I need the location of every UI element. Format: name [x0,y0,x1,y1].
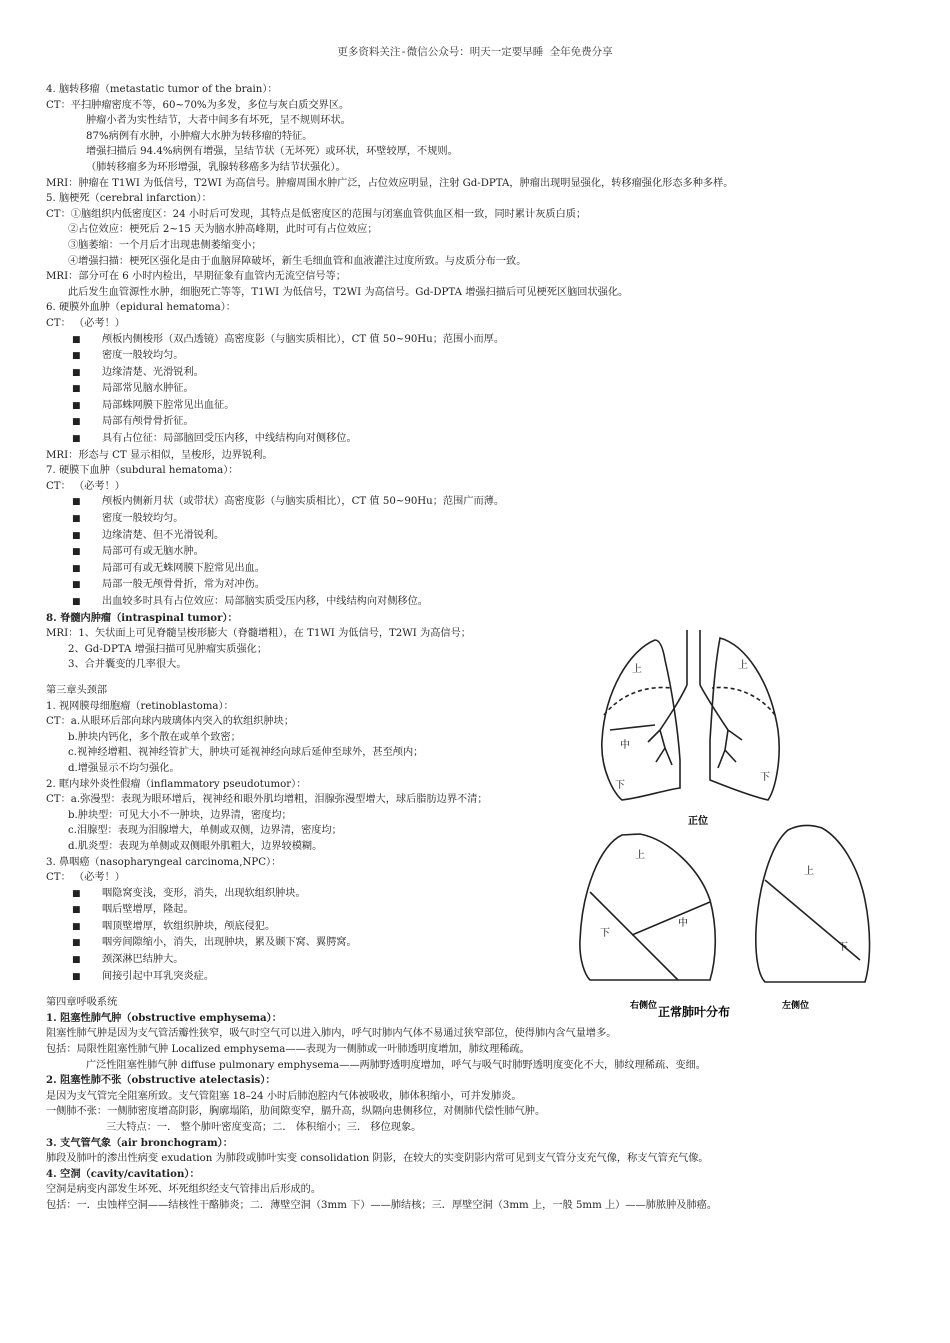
left-lateral-lung-outline [756,826,870,982]
text-line: MRI：形态与 CT 显示相似，呈梭形，边界锐利。 [46,449,273,461]
bullet-item [46,365,916,382]
text-line: 三大特点：一． 整个肺叶密度变高；二． 体积缩小；三． 移位现象。 [106,1122,422,1133]
right-lateral-label-lower: 下 [600,928,610,939]
bullet-text: 局部有颅骨骨折征。 [102,416,194,428]
bullet-item [46,561,916,578]
bullet-item [46,577,916,594]
text-line: 4. 脑转移瘤（metastatic tumor of the brain）： [46,84,278,95]
frontal-label-middle: 中 [620,740,630,751]
text-line: 3、合并囊变的几率很大。 [68,659,187,671]
text-line: MRI：肿瘤在 T1WI 为低信号，T2WI 为高信号。肿瘤周围水肿广泛，占位效应明显，注射 Gd-DPTA，肿瘤出现明显强化，转移瘤强化形态多种多样。 [46,177,734,189]
text-line: 4. 空洞（cavity/cavitation）： [46,1167,200,1180]
bullet-text: 咽顶壁增厚，软组织肿块，颅底侵犯。 [102,920,276,932]
text-line: CT：平扫肿瘤密度不等，60~70%为多发，多位与灰白质交界区。 [46,99,350,111]
text-line: ②占位效应：梗死后 2~15 天为脑水肿高峰期，此时可有占位效应； [68,224,378,236]
text-line: 2、Gd-DPTA 增强扫描可见肿瘤实质强化； [68,643,268,655]
text-line: 肿瘤小者为实性结节，大者中间多有坏死，呈不规则环状。 [86,115,351,127]
page-header: 更多资料关注-微信公众号：明天一定要早睡 全年免费分享 [337,46,613,58]
text-line: MRI：1、矢状面上可见脊髓呈梭形膨大（脊髓增粗），在 T1WI 为低信号，T2WI 为高信号； [46,628,471,640]
bullet-text: 边缘清楚、光滑锐利。 [102,366,204,378]
frontal-view-label: 正位 [688,816,708,827]
bullet-item [46,594,916,611]
lung-lobe-diagram [560,630,910,1025]
lung-lobe-figure [560,630,910,1025]
bullet-text: 咽隐窝变浅，变形，消失，出现软组织肿块。 [102,887,306,899]
bullet-icon: ■ [72,547,81,558]
bullet-text: 咽后壁增厚，隆起。 [102,904,194,916]
bullet-text: 间接引起中耳乳突炎症。 [102,970,215,982]
text-line: 第三章头颈部 [46,684,108,696]
bullet-icon: ■ [72,597,81,607]
text-line: 3. 鼻咽癌（nasopharyngeal carcinoma,NPC）： [46,856,282,868]
text-line: 5. 脑梗死（cerebral infarction）： [46,193,212,205]
bullet-item [46,511,916,528]
bullet-item [46,886,602,903]
bullet-icon: ■ [72,921,81,932]
bullet-icon: ■ [72,367,81,378]
text-line: 此后发生血管源性水肿，细胞死亡等等，T1WI 为低信号，T2WI 为高信号。Gd-DPTA 增强扫描后可见梗死区脑回状强化。 [68,286,629,298]
bullet-text: 颅板内侧梭形（双凸透镜）高密度影（与脑实质相比），CT 值 50~90Hu；范围小而厚。 [102,333,505,345]
bullet-item [46,544,916,561]
text-line: CT：①脑组织内低密度区：24 小时后可发现，其特点是低密度区的范围与闭塞血管供血区相一致，同时累计灰质白质； [46,208,587,220]
text-line: （肺转移瘤多为环形增强，乳腺转移癌多为结节状强化）。 [86,161,346,173]
text-line: 阻塞性肺气肿是因为支气管活瓣性狭窄，吸气时空气可以进入肺内，呼气时肺内气体不易通过狭窄部位，使得肺内含气量增多。 [46,1028,617,1040]
bullet-text: 局部可有或无脑水肿。 [102,546,204,558]
bullet-item [46,494,916,511]
text-line: 2. 眶内球外炎性假瘤（inflammatory pseudotumor）： [46,778,307,790]
text-line: 87%病例有水肿，小肿瘤大水肿为转移瘤的特征。 [86,130,313,142]
text-line: 包括：一．虫蚀样空洞——结核性干酪肺炎；二．薄壁空洞（3mm 下）——肺结核；三．厚壁空洞（3mm 上，一般 5mm 上）——肺脓肿及肺癌。 [46,1199,718,1211]
spacer [46,985,576,995]
text-line: 第四章呼吸系统 [46,997,118,1009]
bullet-item [46,935,602,952]
left-lateral-label-lower: 下 [838,942,848,953]
bullet-icon: ■ [72,384,81,395]
text-line: CT：a.从眼环后部向球内玻璃体内突入的软组织肿块； [46,716,295,728]
bullet-icon: ■ [72,434,81,445]
bullet-item [46,332,916,349]
bullet-item [46,381,916,398]
right-lateral-label-upper: 上 [635,850,645,861]
frontal-right-fissure [604,687,672,715]
bullet-item [46,431,916,448]
frontal-left-fissure [712,687,775,715]
right-lateral-label-middle: 中 [678,918,688,929]
bullet-item [46,528,916,545]
text-line: 是因为支气管完全阻塞所致。支气管阻塞 18–24 小时后肺泡腔内气体被吸收，肺体积缩小，可并发肺炎。 [46,1090,522,1102]
bullet-icon: ■ [72,971,81,982]
bullet-icon: ■ [72,955,81,966]
bullet-icon: ■ [72,888,81,899]
text-line: CT： （必考！） [46,317,125,329]
bullet-icon: ■ [72,938,81,949]
figure-title: 正常肺叶分布 [658,1005,731,1019]
bullet-item [46,348,916,365]
text-line: c.视神经增粗、视神经管扩大，肿块可延视神经向球后延伸至球外，甚至颅内； [68,747,424,759]
text-line: CT： （必考！） [46,872,125,884]
text-line: d.肌炎型：表现为单侧或双侧眼外肌粗大，边界较模糊。 [68,840,323,852]
bullet-icon: ■ [72,514,81,525]
bullet-text: 边缘清楚、但不光滑锐利。 [102,529,225,541]
text-line: b.肿块型：可见大小不一肿块，边界清，密度均； [68,809,292,821]
bullet-icon: ■ [72,400,81,411]
bullet-text: 具有占位征：局部脑回受压内移，中线结构向对侧移位。 [102,433,357,445]
bullet-icon: ■ [72,563,81,574]
bullet-text: 出血较多时具有占位效应：局部脑实质受压内移，中线结构向对侧移位。 [102,596,428,607]
text-line: 广泛性阻塞性肺气肿 diffuse pulmonary emphysema——两肺野透明度增加，呼气与吸气时肺野透明度变化不大，肺纹理稀疏、变细。 [86,1059,706,1071]
text-line: 空洞是病变内部发生坏死、坏死组织经支气管排出后形成的。 [46,1184,322,1196]
text-line: 一侧肺不张：一侧肺密度增高阴影，胸廓塌陷，肋间隙变窄，膈升高，纵隔向患侧移位，对侧肺代偿性肺气肿。 [46,1106,546,1118]
bullet-icon: ■ [72,905,81,916]
frontal-horizontal-fissure [610,725,655,730]
text-line: 7. 硬膜下血肿（subdural hematoma）： [46,465,239,477]
text-line: 1. 阻塞性肺气肿（obstructive emphysema）： [46,1011,282,1024]
text-line: 8. 脊髓内肿瘤（intraspinal tumor）： [46,611,238,624]
bullet-icon: ■ [72,580,81,591]
bronchial-tree [648,685,742,768]
trachea-outline [687,630,700,685]
text-line: 3. 支气管气象（air bronchogram）： [46,1136,233,1149]
text-line: 肺段及肺叶的渗出性病变 exudation 为肺段或肺叶实变 consolidation 阴影，在较大的实变阴影内常可见到支气管分支充气像，称支气管充气像。 [46,1153,709,1165]
bullet-item [46,398,916,415]
bullet-item [46,902,602,919]
bullet-text: 密度一般较均匀。 [102,513,184,525]
text-line: CT： （必考！） [46,480,125,492]
bullet-item [46,414,916,431]
text-line: c.泪腺型：表现为泪腺增大，单侧或双侧，边界清，密度均； [68,825,342,837]
bullet-text: 局部蛛网膜下腔常见出血征。 [102,399,235,411]
bullet-text: 颈深淋巴结肿大。 [102,954,184,966]
bullet-text: 局部一般无颅骨骨折，常为对冲伤。 [102,579,265,591]
frontal-label-lower-left: 下 [760,772,770,783]
left-lateral-label-upper: 上 [804,866,814,877]
left-lateral-view-label: 左侧位 [782,1001,810,1011]
text-line: d.增强显示不均匀强化。 [68,762,180,774]
bullet-item [46,969,602,986]
bullet-text: 颅板内侧新月状（或带状）高密度影（与脑实质相比），CT 值 50~90Hu；范围广而薄。 [102,496,505,508]
frontal-label-upper-right: 上 [632,664,642,675]
bullet-icon: ■ [72,417,81,428]
right-lateral-lung-outline [580,834,715,980]
frontal-label-upper-left: 上 [738,660,748,671]
spacer [46,673,576,683]
text-line: b.肿块内钙化，多个散在或单个致密； [68,731,241,743]
text-line: 增强扫描后 94.4%病例有增强，呈结节状（无坏死）或环状，环壁较厚，不规则。 [86,146,458,158]
bullet-icon: ■ [72,334,81,345]
frontal-label-lower-right: 下 [615,780,625,791]
bullet-icon: ■ [72,497,81,508]
bullet-text: 局部常见脑水肿征。 [102,383,194,395]
text-line: 2. 阻塞性肺不张（obstructive atelectasis）： [46,1074,276,1087]
text-line: MRI：部分可在 6 小时内检出，早期征象有血管内无流空信号等； [46,271,346,283]
text-line: ③脑萎缩：一个月后才出现患侧萎缩变小； [68,239,262,251]
bullet-icon: ■ [72,530,81,541]
text-line: 6. 硬膜外血肿（epidural hematoma）： [46,302,236,314]
bullet-text: 局部可有或无蛛网膜下腔常见出血。 [102,562,265,574]
bullet-text: 密度一般较均匀。 [102,350,184,362]
bullet-icon: ■ [72,351,81,362]
bullet-item [46,919,602,936]
right-lateral-horizontal-fissure [632,902,710,935]
text-line: 包括：局限性阻塞性肺气肿 Localized emphysema——表现为一侧肺或一叶肺透明度增加，肺纹理稀疏。 [46,1044,530,1056]
bullet-item [46,952,602,969]
text-line: ④增强扫描：梗死区强化是由于血脑屏障破坏，新生毛细血管和血液灌注过度所致。与皮质分布一致。 [68,255,527,267]
right-lateral-view-label: 右侧位 [630,1001,658,1011]
text-line: CT：a.弥漫型：表现为眼环增后，视神经和眼外肌均增粗，泪腺弥漫型增大，球后脂肪边界不清； [46,794,488,806]
text-line: 1. 视网膜母细胞瘤（retinoblastoma）： [46,700,234,712]
bullet-text: 咽旁间隙缩小，消失，出现肿块，累及颞下窝、翼腭窝。 [102,937,357,949]
